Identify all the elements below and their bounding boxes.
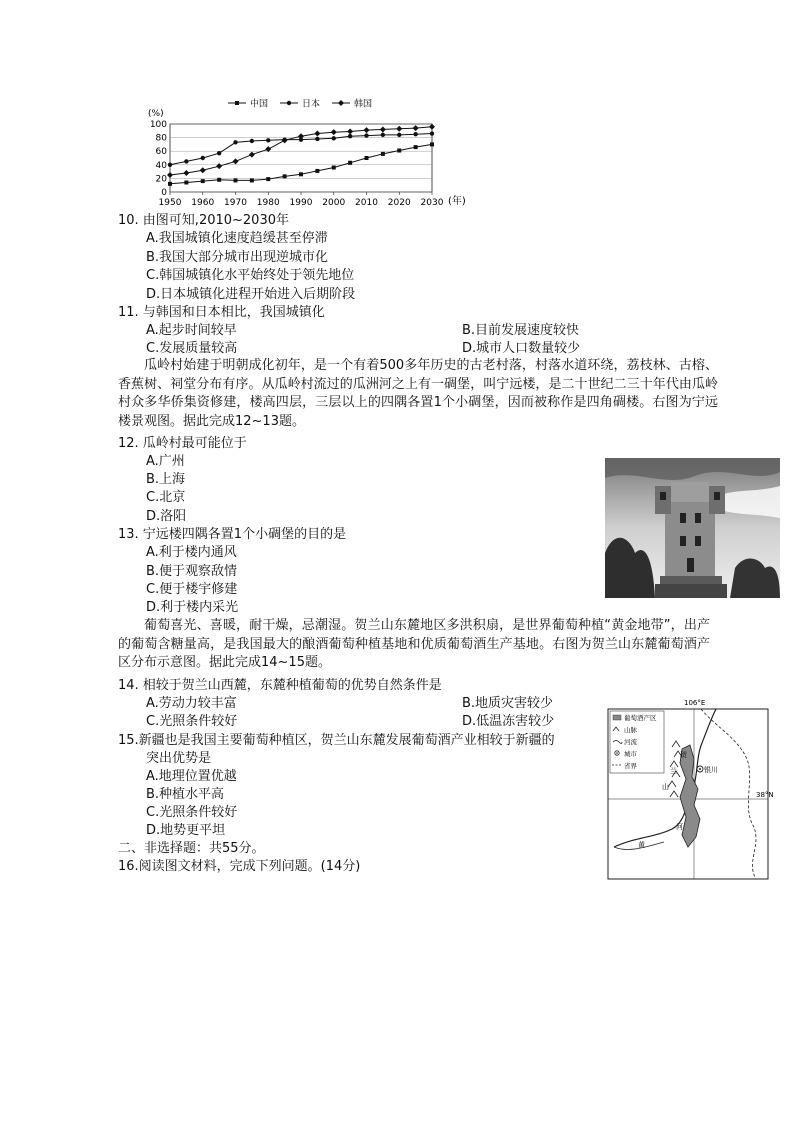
data-point: [430, 131, 434, 135]
data-point: [266, 177, 270, 181]
data-point: [201, 179, 205, 183]
passage-helan: 葡萄喜光、喜暖，耐干燥，忌潮湿。贺兰山东麓地区多洪积扇，是世界葡萄种植“黄金地带”，出产的葡萄含糖量高，是我国最大的酿酒葡萄种植基地和优质葡萄酒生产基地。右图为贺兰山东麓葡萄酒产区分布示意图。据此完成14~15题。: [118, 618, 710, 670]
data-point: [217, 178, 221, 182]
map-label-shan: 山: [662, 783, 669, 791]
question-16-stem: 16.阅读图文材料，完成下列问题。(14分): [118, 859, 361, 874]
x-tick-label: 1990: [289, 198, 313, 208]
y-tick-label: 80: [155, 133, 167, 144]
y-tick-label: 40: [155, 160, 167, 171]
data-point: [397, 149, 401, 153]
question-14-option-a: A.劳动力较丰富: [146, 696, 237, 711]
map-label-huang: 黄: [638, 841, 645, 849]
legend-label: 日本: [302, 99, 321, 110]
x-tick-label: 2030: [420, 198, 444, 208]
data-point: [249, 152, 255, 158]
question-10-option-a: A.我国城镇化速度趋缓甚至停滞: [146, 231, 328, 246]
y-tick-label: 100: [149, 120, 167, 130]
data-point: [234, 178, 238, 182]
question-13-option-c: C.便于楼宇修建: [146, 582, 238, 597]
question-15-option-b: B.种植水平高: [146, 787, 225, 802]
data-point: [266, 138, 270, 142]
x-tick-label: 2000: [322, 198, 346, 208]
legend-marker: [338, 100, 344, 106]
series-1: [168, 142, 434, 185]
question-10-option-c: C.韩国城镇化水平始终处于领先地位: [146, 268, 355, 283]
map-label-yinchuan: 银川: [704, 766, 718, 774]
question-11-option-b: B.目前发展速度较快: [462, 323, 580, 338]
data-point: [315, 169, 319, 173]
map-longitude-label: 106°E: [684, 699, 706, 707]
data-point: [282, 137, 288, 143]
data-point: [233, 158, 239, 164]
question-12-option-b: B.上海: [146, 472, 186, 487]
data-point: [184, 159, 188, 163]
data-point: [413, 132, 417, 136]
question-15-option-d: D.地势更平坦: [146, 823, 226, 838]
x-unit-label: (年): [448, 196, 466, 207]
x-tick-label: 2010: [355, 198, 378, 208]
data-point: [233, 140, 237, 144]
question-12-stem: 12. 瓜岭村最可能位于: [118, 436, 247, 451]
data-point: [397, 133, 401, 137]
x-tick-label: 1950: [158, 198, 182, 208]
y-tick-label: 0: [161, 188, 167, 198]
ningyuan-tower-photo: [605, 458, 780, 598]
data-point: [380, 126, 386, 132]
data-point: [381, 133, 385, 137]
data-point: [348, 134, 352, 138]
series-line: [170, 144, 432, 183]
series-3: [167, 124, 435, 178]
data-point: [331, 129, 337, 135]
map-label-he: 贺: [680, 751, 687, 759]
data-point: [200, 167, 206, 173]
data-point: [183, 170, 189, 176]
data-point: [347, 128, 353, 134]
passage-gualing: 瓜岭村始建于明朝成化初年，是一个有着500多年历史的古老村落，村落水道环绕，荔枝林、古榕、香蕉树、祠堂分布有序。从瓜岭村流过的瓜洲河之上有一碉堡，叫宁远楼，是二十世纪二三十年代由瓜岭村众多华侨集资修建，楼高四层，三层以上的四隅各置1个小碉堡，因而被称作是四角碉楼。右图为宁远楼景观图。据此完成12~13题。: [118, 358, 718, 429]
data-point: [314, 131, 320, 137]
data-point: [184, 180, 188, 184]
data-point: [201, 156, 205, 160]
helan-wine-map: [606, 697, 774, 882]
map-latitude-label: 38°N: [756, 791, 774, 799]
data-point: [414, 145, 418, 149]
data-point: [315, 137, 319, 141]
question-13-option-a: A.利于楼内通风: [146, 545, 237, 560]
data-point: [430, 142, 434, 146]
data-point: [364, 133, 368, 137]
data-point: [298, 133, 304, 139]
y-tick-label: 60: [155, 147, 167, 158]
map-label-lan: 兰: [670, 767, 677, 775]
question-10-stem: 10. 由图可知,2010~2030年: [118, 213, 289, 228]
x-tick-label: 1970: [224, 198, 247, 208]
legend-mountain: 山脉: [624, 726, 637, 734]
question-15-stem: 15.新疆也是我国主要葡萄种植区，贺兰山东麓发展葡萄酒产业相较于新疆的: [118, 733, 555, 748]
chart-series: [167, 124, 435, 186]
question-11-option-d: D.城市人口数量较少: [462, 341, 581, 356]
legend-marker: [235, 101, 239, 105]
section-2-heading: 二、非选择题：共55分。: [118, 841, 265, 856]
data-point: [167, 172, 173, 178]
data-point: [381, 152, 385, 156]
question-13-option-d: D.利于楼内采光: [146, 600, 239, 615]
question-10-option-d: D.日本城镇化进程开始进入后期阶段: [146, 287, 356, 302]
data-point: [396, 126, 402, 132]
x-tick-label: 2020: [387, 198, 411, 208]
data-point: [168, 163, 172, 167]
data-point: [216, 163, 222, 169]
question-13-option-b: B.便于观察敌情: [146, 564, 238, 579]
data-point: [365, 156, 369, 160]
question-15-stem-cont: 突出优势是: [146, 751, 212, 766]
x-tick-label: 1980: [256, 198, 280, 208]
question-14-option-c: C.光照条件较好: [146, 714, 238, 729]
data-point: [364, 127, 370, 133]
map-label-river: 河: [676, 823, 683, 831]
question-11-option-a: A.起步时间较早: [146, 323, 237, 338]
question-10-option-b: B.我国大部分城市出现逆城市化: [146, 250, 329, 265]
question-11-stem: 11. 与韩国和日本相比，我国城镇化: [118, 305, 325, 320]
data-point: [217, 151, 221, 155]
legend-label: 韩国: [354, 99, 373, 110]
data-point: [299, 172, 303, 176]
question-15-option-a: A.地理位置优越: [146, 769, 237, 784]
data-point: [283, 174, 287, 178]
legend-wine-region: 葡萄酒产区: [624, 714, 657, 722]
question-11-option-c: C.发展质量较高: [146, 341, 238, 356]
data-point: [250, 139, 254, 143]
question-14-stem: 14. 相较于贺兰山西麓，东麓种植葡萄的优势自然条件是: [118, 678, 442, 693]
question-12-option-c: C.北京: [146, 490, 186, 505]
legend-label: 中国: [250, 99, 269, 110]
data-point: [413, 125, 419, 131]
y-unit-label: (%): [148, 109, 164, 119]
data-point: [332, 136, 336, 140]
y-tick-label: 20: [155, 174, 167, 185]
urbanization-chart: [140, 94, 480, 210]
question-12-option-d: D.洛阳: [146, 509, 187, 524]
legend-city: 城市: [624, 750, 637, 758]
question-14-option-b: B.地质灾害较少: [462, 696, 554, 711]
chart-legend: [228, 98, 372, 110]
data-point: [348, 161, 352, 165]
legend-river: 河流: [624, 738, 637, 746]
question-12-option-a: A.广州: [146, 454, 185, 469]
question-14-option-d: D.低温冻害较少: [462, 714, 555, 729]
question-13-stem: 13. 宁远楼四隅各置1个小碉堡的目的是: [118, 527, 347, 542]
x-tick-label: 1960: [191, 198, 215, 208]
data-point: [429, 124, 435, 130]
data-point: [168, 182, 172, 186]
data-point: [250, 178, 254, 182]
question-15-option-c: C.光照条件较好: [146, 805, 238, 820]
data-point: [332, 166, 336, 170]
legend-province-border: 省界: [624, 762, 637, 770]
legend-marker: [287, 101, 291, 105]
